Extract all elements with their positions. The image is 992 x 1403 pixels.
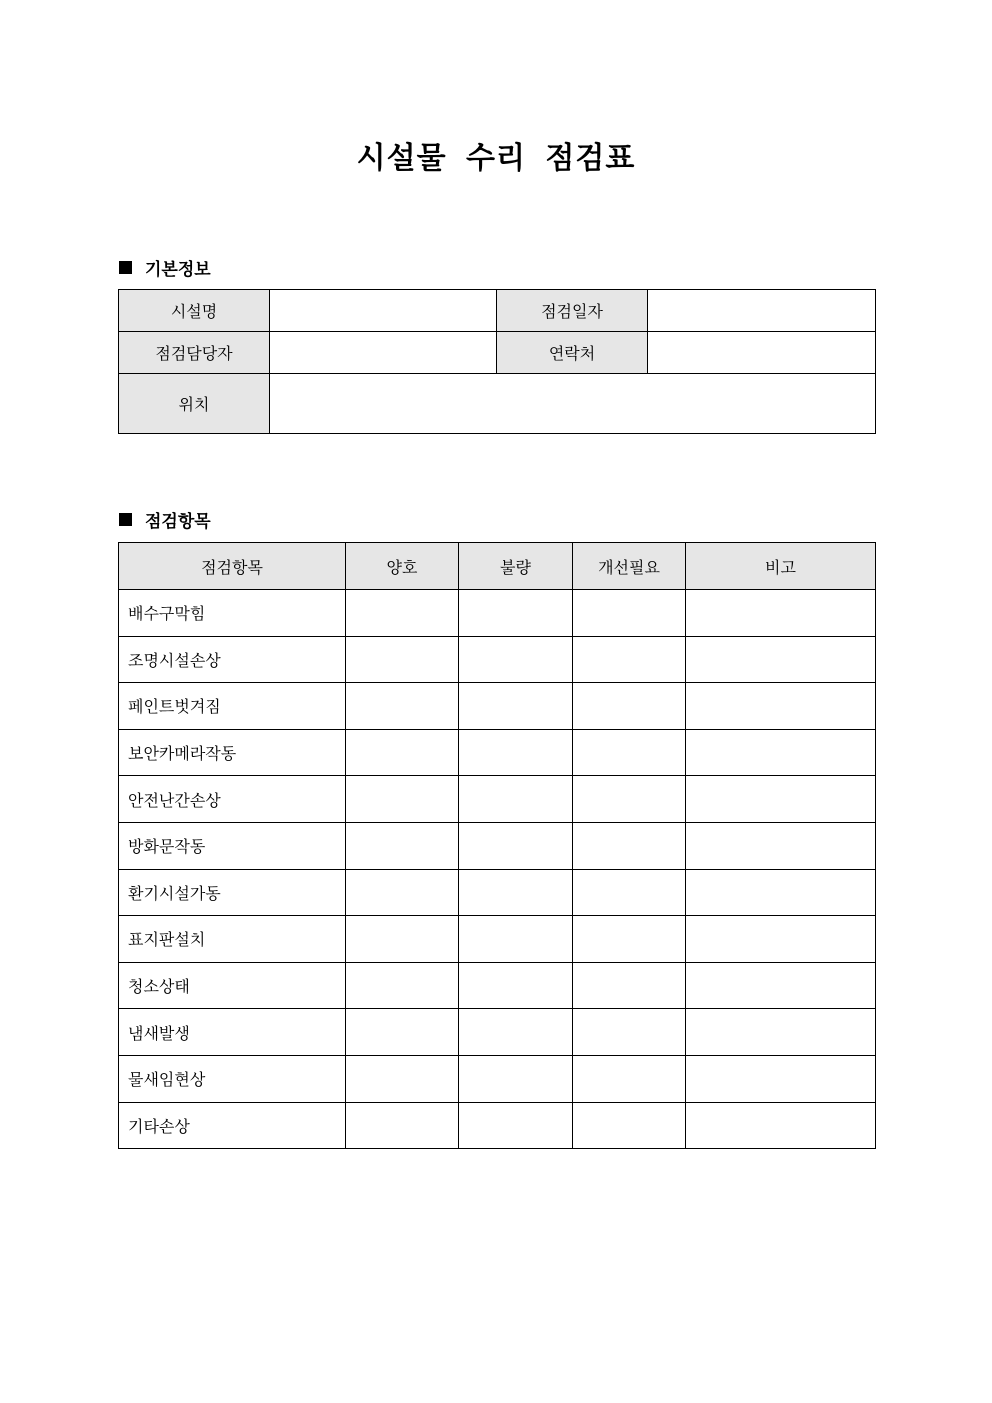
table-row [119, 590, 876, 637]
good-cell[interactable] [346, 729, 459, 776]
note-cell[interactable] [686, 729, 876, 776]
good-cell[interactable] [346, 822, 459, 869]
item-label: 기타손상 [119, 1102, 346, 1149]
table-row [119, 1009, 876, 1056]
needs-improvement-cell[interactable] [573, 683, 686, 730]
needs-improvement-cell[interactable] [573, 776, 686, 823]
column-header-good: 양호 [346, 543, 459, 590]
section-heading-basic-info [119, 255, 211, 280]
bad-cell[interactable] [459, 1009, 573, 1056]
good-cell[interactable] [346, 1102, 459, 1149]
item-label: 냄새발생 [119, 1009, 346, 1056]
needs-improvement-cell[interactable] [573, 916, 686, 963]
bad-cell[interactable] [459, 590, 573, 637]
checklist-table [118, 542, 876, 1149]
table-row [119, 869, 876, 916]
square-bullet-icon [119, 513, 132, 526]
inspection-date-field[interactable] [648, 290, 876, 332]
table-header-row [119, 543, 876, 590]
section-heading-label: 점검항목 [145, 512, 211, 532]
needs-improvement-cell[interactable] [573, 1055, 686, 1102]
table-row [119, 822, 876, 869]
needs-improvement-cell[interactable] [573, 590, 686, 637]
inspection-date-label: 점검일자 [497, 290, 648, 332]
note-cell[interactable] [686, 962, 876, 1009]
item-label: 조명시설손상 [119, 636, 346, 683]
section-heading-label: 기본정보 [145, 260, 211, 280]
note-cell[interactable] [686, 636, 876, 683]
needs-improvement-cell[interactable] [573, 636, 686, 683]
item-label: 방화문작동 [119, 822, 346, 869]
note-cell[interactable] [686, 1009, 876, 1056]
note-cell[interactable] [686, 822, 876, 869]
contact-field[interactable] [648, 332, 876, 374]
good-cell[interactable] [346, 590, 459, 637]
table-row [119, 729, 876, 776]
bad-cell[interactable] [459, 1102, 573, 1149]
needs-improvement-cell[interactable] [573, 869, 686, 916]
needs-improvement-cell[interactable] [573, 1009, 686, 1056]
good-cell[interactable] [346, 1009, 459, 1056]
bad-cell[interactable] [459, 776, 573, 823]
table-row [119, 683, 876, 730]
item-label: 보안카메라작동 [119, 729, 346, 776]
good-cell[interactable] [346, 962, 459, 1009]
square-bullet-icon [119, 261, 132, 274]
item-label: 안전난간손상 [119, 776, 346, 823]
good-cell[interactable] [346, 636, 459, 683]
note-cell[interactable] [686, 916, 876, 963]
inspector-field[interactable] [270, 332, 497, 374]
good-cell[interactable] [346, 776, 459, 823]
table-row [119, 962, 876, 1009]
table-row [119, 636, 876, 683]
needs-improvement-cell[interactable] [573, 729, 686, 776]
basic-info-table [118, 289, 876, 434]
item-label: 페인트벗겨짐 [119, 683, 346, 730]
item-label: 청소상태 [119, 962, 346, 1009]
bad-cell[interactable] [459, 822, 573, 869]
location-field[interactable] [270, 374, 876, 434]
good-cell[interactable] [346, 916, 459, 963]
contact-label: 연락처 [497, 332, 648, 374]
column-header-note: 비고 [686, 543, 876, 590]
needs-improvement-cell[interactable] [573, 822, 686, 869]
column-header-needs-improvement: 개선필요 [573, 543, 686, 590]
column-header-item: 점검항목 [119, 543, 346, 590]
needs-improvement-cell[interactable] [573, 1102, 686, 1149]
bad-cell[interactable] [459, 916, 573, 963]
bad-cell[interactable] [459, 729, 573, 776]
table-row [119, 776, 876, 823]
note-cell[interactable] [686, 683, 876, 730]
good-cell[interactable] [346, 869, 459, 916]
bad-cell[interactable] [459, 683, 573, 730]
section-heading-checklist [119, 507, 211, 532]
item-label: 표지판설치 [119, 916, 346, 963]
bad-cell[interactable] [459, 636, 573, 683]
column-header-bad: 불량 [459, 543, 573, 590]
note-cell[interactable] [686, 590, 876, 637]
note-cell[interactable] [686, 1055, 876, 1102]
good-cell[interactable] [346, 1055, 459, 1102]
facility-name-label: 시설명 [119, 290, 270, 332]
note-cell[interactable] [686, 1102, 876, 1149]
note-cell[interactable] [686, 869, 876, 916]
bad-cell[interactable] [459, 962, 573, 1009]
item-label: 환기시설가동 [119, 869, 346, 916]
table-row [119, 916, 876, 963]
item-label: 배수구막힘 [119, 590, 346, 637]
facility-name-field[interactable] [270, 290, 497, 332]
needs-improvement-cell[interactable] [573, 962, 686, 1009]
page-title: 시설물 수리 점검표 [356, 141, 636, 176]
inspector-label: 점검담당자 [119, 332, 270, 374]
bad-cell[interactable] [459, 869, 573, 916]
item-label: 물새임현상 [119, 1055, 346, 1102]
table-row [119, 1055, 876, 1102]
location-label: 위치 [119, 374, 270, 434]
table-row [119, 1102, 876, 1149]
bad-cell[interactable] [459, 1055, 573, 1102]
good-cell[interactable] [346, 683, 459, 730]
note-cell[interactable] [686, 776, 876, 823]
